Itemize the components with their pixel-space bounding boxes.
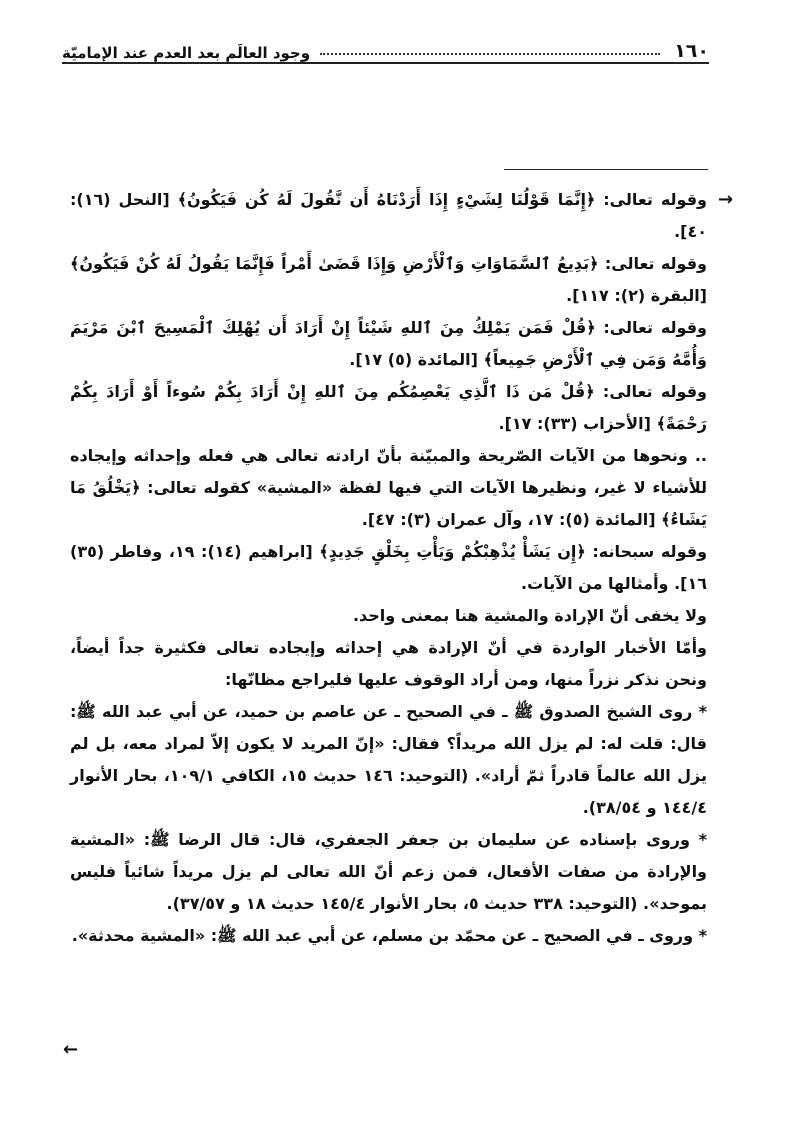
paragraph-verse-baqara: وقوله تعالى: ﴿بَدِيعُ ٱلسَّمَاوَاتِ وَٱلْأَرْضِ وَإِذَا قَضَىٰ أَمْراً فَإِنَّمَا يَقُولُ لَهُ كُنْ فَيَكُونُ﴾ [البقرة (٢): ١١٧]. [70,254,707,305]
running-title: وجود العالَم بعد العدم عند الإماميّة [62,44,311,62]
paragraph-narration-3: * وروى ـ في الصحيح ـ عن محمّد بن مسلم، عن أبي عبد الله ﷺ: «المشية محدثة». [71,926,707,945]
continues-arrow-icon: ← [63,1039,79,1060]
paragraph-narrations-intro: وأمّا الأخبار الواردة في أنّ الإرادة هي إحداثه وإيجاده تعالى فكثيرة جداً أيضاً، ونحن نذكر نزراً منها، ومن أراد الوقوف عليها فليراجع مظانّها: [70,638,707,689]
dotted-leader [320,53,660,55]
footnote-separator [504,169,708,170]
paragraph-narration-1: * روى الشيخ الصدوق ﷺ ـ في الصحيح ـ عن عاصم بن حميد، عن أبي عبد الله ﷺ: قال: قلت له: لم يزل الله مريداً؟ فقال: «إنّ المريد لا يكون إلاّ لمراد معه، بل لم يزل الله عالماً قادراً ثمّ أراد». (التوحيد: ١٤٦ حديث ١٥، الكافي ١٠٩/١، بحار الأنوار ١٤٤/٤ و ٣٨/٥٤). [70,702,708,817]
paragraph-narration-2: * وروى بإسناده عن سليمان بن جعفر الجعفري، قال: قال الرضا ﷺ: «المشية والإرادة من صفات الأفعال، فمن زعم أنّ الله تعالى لم يزل مريداً شائياً فليس بموحد». (التوحيد: ٣٣٨ حديث ٥، بحار الأنوار ١٤٥/٤ حديث ١٨ و ٣٧/٥٧). [70,830,707,913]
paragraph-note: ولا يخفى أنّ الإرادة والمشية هنا بمعنى واحد. [352,606,707,625]
page-number: ١٦٠ [674,40,709,62]
paragraph-explanation: .. ونحوها من الآيات الصّريحة والمبيّنة بأنّ ارادته تعالى هي فعله وإحداثه وإيجاده للأشياء لا غير، ونظيرها الآيات التي فيها لفظة «المشية» كقوله تعالى: ﴿يَخْلُقُ مَا يَشَاءُ﴾ [المائدة (٥): ١٧، وآل عمران (٣): ٤٧]. [70,446,707,529]
footnote-text [70,184,707,952]
paragraph-verse-ahzab: وقوله تعالى: ﴿قُلْ مَن ذَا ٱلَّذِي يَعْصِمُكُم مِنَ ٱللهِ إِنْ أَرَادَ بِكُمْ سُوءاً أَوْ أَرَادَ بِكُمْ رَحْمَةً﴾ [الأحزاب (٣٣): ١٧]. [70,382,707,433]
paragraph-verse-maida: وقوله تعالى: ﴿قُلْ فَمَن يَمْلِكُ مِنَ ٱللهِ شَيْئاً إِنْ أَرَادَ أَن يُهْلِكَ ٱلْمَسِيحَ ٱبْنَ مَرْيَمَ وَأُمَّهُ وَمَن فِي ٱلْأَرْضِ جَمِيعاً﴾ [المائدة (٥) ١٧]. [70,318,707,369]
paragraph-verse-nahl: وقوله تعالى: ﴿إِنَّمَا قَوْلُنَا لِشَيْءٍ إِذَا أَرَدْنَاهُ أَن نَّقُولَ لَهُ كُن فَيَكُونُ﴾ [النحل (١٦): ٤٠]. [70,190,707,241]
page-header [62,30,709,62]
header-rule [62,62,709,64]
continued-arrow-icon: → [718,189,734,210]
paragraph-verse-ibrahim: وقوله سبحانه: ﴿إِن يَشَأْ يُذْهِبْكُمْ وَيَأْتِ بِخَلْقٍ جَدِيدٍ﴾ [ابراهيم (١٤): ١٩، وفاطر (٣٥) ١٦]. وأمثالها من الآيات. [70,542,708,593]
